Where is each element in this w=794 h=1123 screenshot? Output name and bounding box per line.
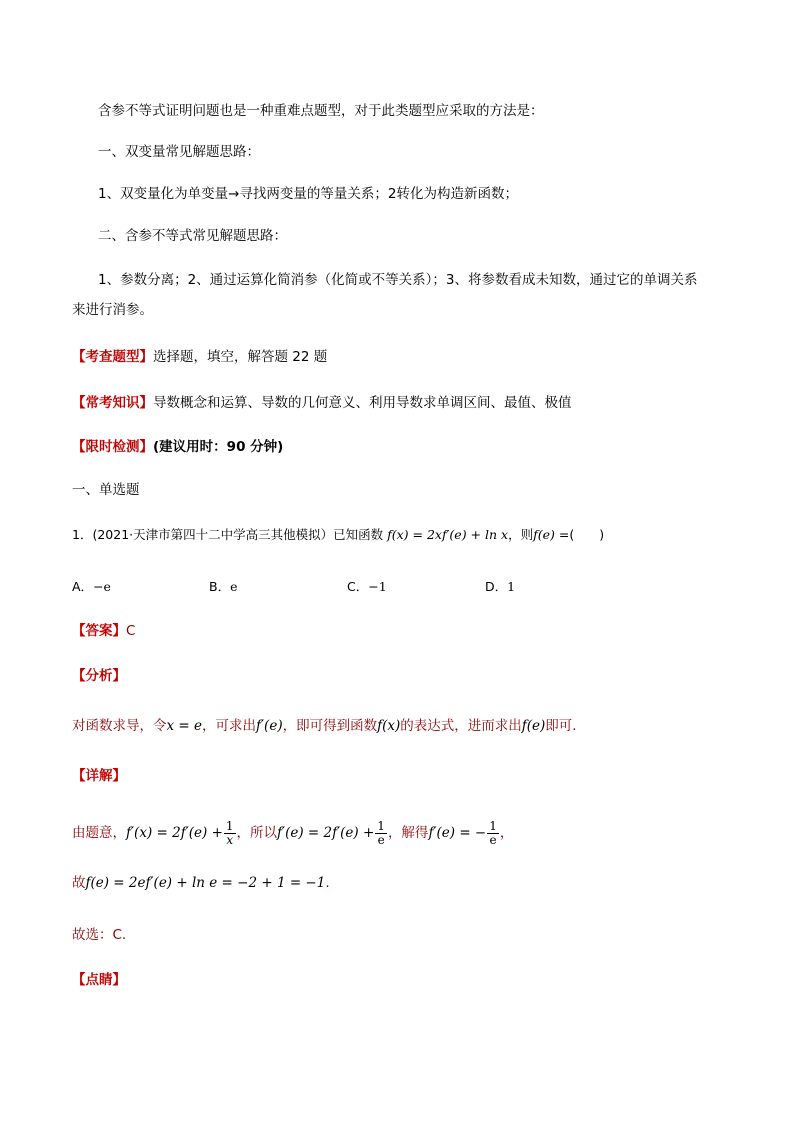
analysis-t1: 对函数求导，令 bbox=[72, 718, 167, 734]
analysis-t5: 即可. bbox=[545, 718, 577, 734]
option-c-letter: C． bbox=[347, 579, 369, 594]
analysis-t2: ，可求出 bbox=[202, 718, 256, 734]
intro-paragraph-3a: 1、参数分离；2、通过运算化简消参（化简或不等关系）；3、将参数看成未知数，通过它的单调关系 bbox=[98, 272, 698, 288]
detail-l2-pre: 故 bbox=[72, 875, 86, 891]
detail-line-1 bbox=[72, 818, 722, 848]
kaocha-text: 选择题，填空，解答题 22 题 bbox=[153, 349, 328, 365]
analysis-t3: ，即可得到函数 bbox=[282, 718, 378, 734]
detail-m3: f′(e) = − bbox=[428, 825, 487, 841]
section-title: 一、单选题 bbox=[72, 482, 140, 498]
fraction-3-num: 1 bbox=[489, 818, 497, 833]
option-b-letter: B． bbox=[209, 579, 231, 594]
intro-paragraph-3b: 来进行消参。 bbox=[72, 302, 153, 318]
option-d-value: 1 bbox=[507, 579, 516, 594]
xianshi-row bbox=[72, 437, 722, 457]
detail-l2-post: . bbox=[325, 875, 330, 891]
intro-heading-2: 二、含参不等式常见解题思路： bbox=[98, 228, 287, 244]
option-c bbox=[347, 577, 387, 597]
detail-m2: f′(e) = 2f′(e) + bbox=[277, 825, 375, 841]
option-b bbox=[209, 577, 237, 597]
question-prefix: 1．(2021·天津市第四十二中学高三其他模拟）已知函数 bbox=[72, 527, 384, 542]
detail-line-2 bbox=[72, 873, 722, 893]
analysis-label-row bbox=[72, 666, 722, 686]
option-d-letter: D． bbox=[485, 579, 508, 594]
remark-label: 【点睛】 bbox=[72, 972, 126, 988]
analysis-m2: f′(e) bbox=[256, 718, 283, 734]
option-a bbox=[72, 577, 111, 597]
analysis-label: 【分析】 bbox=[72, 668, 126, 684]
option-b-value: e bbox=[230, 579, 238, 594]
fraction-1-over-x bbox=[224, 820, 236, 847]
question-mid: ，则 bbox=[508, 527, 534, 542]
detail-l2-math: f(e) = 2ef′(e) + ln e = −2 + 1 = −1 bbox=[85, 875, 326, 891]
fraction-2-den: e bbox=[377, 832, 385, 847]
detail-t1: 由题意， bbox=[72, 825, 126, 841]
option-a-letter: A． bbox=[72, 579, 94, 594]
analysis-m4: f(e) bbox=[521, 718, 546, 734]
fraction-2-over-e bbox=[375, 820, 387, 847]
analysis-m3: f(x) bbox=[377, 718, 401, 734]
changkao-text: 导数概念和运算、导数的几何意义、利用导数求单调区间、最值、极值 bbox=[153, 395, 572, 411]
option-d bbox=[485, 577, 515, 597]
detail-label: 【详解】 bbox=[72, 768, 126, 784]
question-paren: ( ) bbox=[569, 527, 605, 542]
option-a-value: −e bbox=[93, 579, 111, 594]
question-ask: f(e) = bbox=[533, 527, 570, 542]
detail-t3: ，解得 bbox=[387, 825, 429, 841]
question-stem bbox=[72, 525, 722, 545]
xianshi-text: (建议用时：90 分钟) bbox=[153, 439, 284, 455]
options-row bbox=[72, 577, 722, 597]
detail-m1: f′(x) = 2f′(e) + bbox=[126, 825, 223, 841]
xianshi-label: 【限时检测】 bbox=[72, 439, 153, 455]
intro-paragraph-1: 含参不等式证明问题也是一种重难点题型，对于此类题型应采取的方法是： bbox=[98, 103, 544, 119]
changkao-label: 【常考知识】 bbox=[72, 395, 153, 411]
changkao-row bbox=[72, 393, 722, 413]
option-c-value: −1 bbox=[368, 579, 387, 594]
answer-label: 【答案】 bbox=[72, 623, 126, 639]
intro-heading-1: 一、双变量常见解题思路： bbox=[98, 144, 260, 160]
detail-t4: ， bbox=[499, 825, 514, 841]
analysis-m1: x = e bbox=[166, 718, 202, 734]
fraction-3-den: e bbox=[489, 832, 497, 847]
analysis-t4: 的表达式，进而求出 bbox=[400, 718, 522, 734]
detail-t2: ，所以 bbox=[236, 825, 278, 841]
question-formula: f(x) = 2xf′(e) + ln x bbox=[387, 527, 509, 542]
fraction-3-over-e bbox=[487, 820, 499, 847]
fraction-1-den: x bbox=[226, 832, 234, 847]
intro-paragraph-2: 1、双变量化为单变量→寻找两变量的等量关系；2转化为构造新函数； bbox=[98, 186, 518, 202]
kaocha-row bbox=[72, 347, 722, 367]
answer-value: C bbox=[126, 623, 136, 639]
answer-row bbox=[72, 621, 722, 641]
remark-label-row bbox=[72, 970, 722, 990]
analysis-text bbox=[72, 716, 722, 736]
fraction-2-num: 1 bbox=[377, 818, 385, 833]
detail-line-3: 故选：C. bbox=[72, 927, 127, 943]
fraction-1-num: 1 bbox=[225, 818, 234, 833]
kaocha-label: 【考查题型】 bbox=[72, 349, 153, 365]
detail-label-row bbox=[72, 766, 722, 786]
